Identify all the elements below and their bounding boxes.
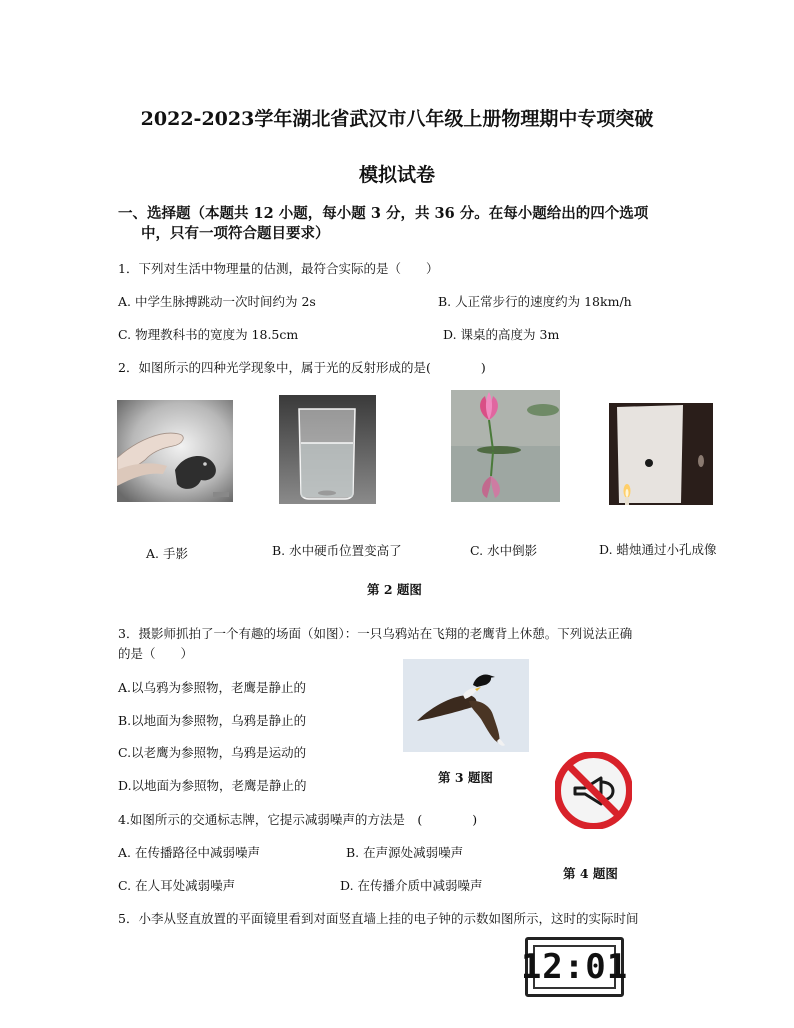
question-1-option-c: C. 物理教科书的宽度为 18.5cm xyxy=(118,327,299,342)
question-2-option-a: A. 手影 xyxy=(146,546,188,561)
question-4-option-c: C. 在人耳处减弱噪声 xyxy=(118,878,236,893)
question-4-option-d: D. 在传播介质中减弱噪声 xyxy=(340,878,483,893)
question-2-caption: 第 2 题图 xyxy=(367,582,422,597)
question-3-stem-line2: 的是（ ） xyxy=(118,646,194,661)
question-1-option-b: B. 人正常步行的速度约为 18km/h xyxy=(438,294,632,309)
question-1-option-a: A. 中学生脉搏跳动一次时间约为 2s xyxy=(118,294,316,309)
page-title: 2022-2023学年湖北省武汉市八年级上册物理期中专项突破 xyxy=(140,108,654,130)
question-5-stem: 5．小李从竖直放置的平面镜里看到对面竖直墙上挂的电子钟的示数如图所示，这时的实际时间 xyxy=(118,911,639,926)
hand-shadow-image xyxy=(117,400,233,502)
question-4-caption: 第 4 题图 xyxy=(563,866,618,881)
question-3-option-d: D.以地面为参照物，老鹰是静止的 xyxy=(118,778,307,793)
question-3-option-c: C.以老鹰为参照物，乌鸦是运动的 xyxy=(118,745,307,760)
question-2-stem: 2．如图所示的四种光学现象中，属于光的反射形成的是( ) xyxy=(118,360,486,375)
section-heading-line1: 一、选择题（本题共 12 小题，每小题 3 分，共 36 分。在每小题给出的四个选项 xyxy=(118,205,649,222)
beaker-image xyxy=(279,395,376,504)
question-4-stem: 4.如图所示的交通标志牌，它提示减弱噪声的方法是 ( ) xyxy=(118,812,478,827)
digital-clock-image xyxy=(520,937,629,997)
question-3-option-b: B.以地面为参照物，乌鸦是静止的 xyxy=(118,713,307,728)
question-4-option-b: B. 在声源处减弱噪声 xyxy=(346,845,464,860)
question-4-option-a: A. 在传播路径中减弱噪声 xyxy=(118,845,260,860)
candle-pinhole-image xyxy=(609,403,713,505)
no-horn-sign-image xyxy=(555,752,632,829)
question-2-option-c: C. 水中倒影 xyxy=(470,543,538,558)
question-1-option-d: D. 课桌的高度为 3m xyxy=(443,327,560,342)
eagle-crow-image xyxy=(403,659,529,752)
question-3-caption: 第 3 题图 xyxy=(438,770,493,785)
question-3-option-a: A.以乌鸦为参照物，老鹰是静止的 xyxy=(118,680,307,695)
clock-display: 12:01 xyxy=(520,947,629,987)
question-3-stem-line1: 3．摄影师抓拍了一个有趣的场面（如图）：一只乌鸦站在飞翔的老鹰背上休憩。下列说法正确 xyxy=(118,626,633,641)
question-2-option-b: B. 水中硬币位置变高了 xyxy=(272,543,402,558)
page-subtitle: 模拟试卷 xyxy=(358,164,435,186)
question-2-option-d: D. 蜡烛通过小孔成像 xyxy=(599,542,717,557)
section-heading-line2: 中，只有一项符合题目要求） xyxy=(141,225,330,242)
question-1-stem: 1．下列对生活中物理量的估测，最符合实际的是（ ） xyxy=(118,261,439,276)
lotus-reflection-image xyxy=(451,390,560,502)
